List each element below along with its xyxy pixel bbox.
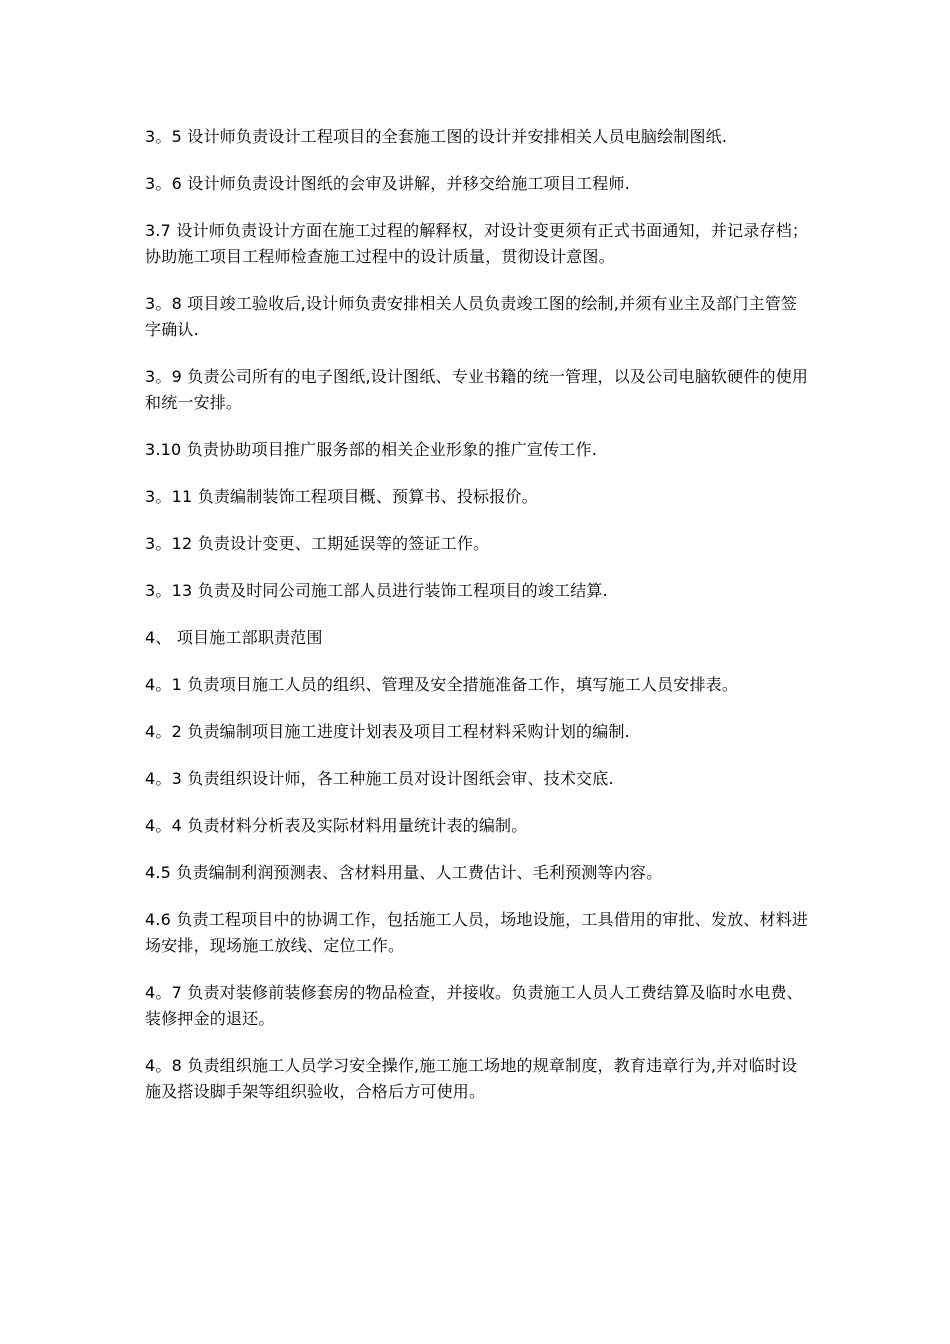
paragraph-3-9: 3。9 负责公司所有的电子图纸,设计图纸、专业书籍的统一管理，以及公司电脑软硬件的使用和统一安排。: [145, 367, 809, 412]
paragraph-4-6: 4.6 负责工程项目中的协调工作，包括施工人员，场地设施，工具借用的审批、发放、材料进场安排，现场施工放线、定位工作。: [145, 910, 809, 955]
paragraph-4-1: 4。1 负责项目施工人员的组织、管理及安全措施准备工作，填写施工人员安排表。: [145, 675, 739, 694]
paragraph-3-5: 3。5 设计师负责设计工程项目的全套施工图的设计并安排相关人员电脑绘制图纸.: [145, 127, 728, 146]
paragraph-4-2: 4。2 负责编制项目施工进度计划表及项目工程材料采购计划的编制.: [145, 722, 630, 741]
paragraph-3-6: 3。6 设计师负责设计图纸的会审及讲解，并移交给施工项目工程师.: [145, 174, 630, 193]
paragraph-4-3: 4。3 负责组织设计师，各工种施工员对设计图纸会审、技术交底.: [145, 769, 614, 788]
paragraph-4-5: 4.5 负责编制利润预测表、含材料用量、人工费估计、毛利预测等内容。: [145, 863, 663, 882]
paragraph-3-11: 3。11 负责编制装饰工程项目概、预算书、投标报价。: [145, 487, 538, 506]
paragraph-3-10: 3.10 负责协助项目推广服务部的相关企业形象的推广宣传工作.: [145, 440, 597, 459]
paragraph-4-7: 4。7 负责对装修前装修套房的物品检查，并接收。负责施工人员人工费结算及临时水电费、装修押金的退还。: [145, 983, 803, 1028]
paragraph-4-8: 4。8 负责组织施工人员学习安全操作,施工施工场地的规章制度，教育违章行为,并对临时设施及搭设脚手架等组织验收，合格后方可使用。: [145, 1056, 798, 1101]
paragraph-4-4: 4。4 负责材料分析表及实际材料用量统计表的编制。: [145, 816, 528, 835]
paragraph-3-7: 3.7 设计师负责设计方面在施工过程的解释权，对设计变更须有正式书面通知，并记录存档；协助施工项目工程师检查施工过程中的设计质量，贯彻设计意图。: [145, 221, 809, 266]
paragraph-3-8: 3。8 项目竣工验收后,设计师负责安排相关人员负责竣工图的绘制,并须有业主及部门主管签字确认.: [145, 294, 798, 339]
document-body: [145, 124, 810, 1126]
paragraph-3-12: 3。12 负责设计变更、工期延误等的签证工作。: [145, 534, 490, 553]
section-heading-4: 4、 项目施工部职责范围: [145, 628, 323, 647]
paragraph-3-13: 3。13 负责及时同公司施工部人员进行装饰工程项目的竣工结算.: [145, 581, 608, 600]
